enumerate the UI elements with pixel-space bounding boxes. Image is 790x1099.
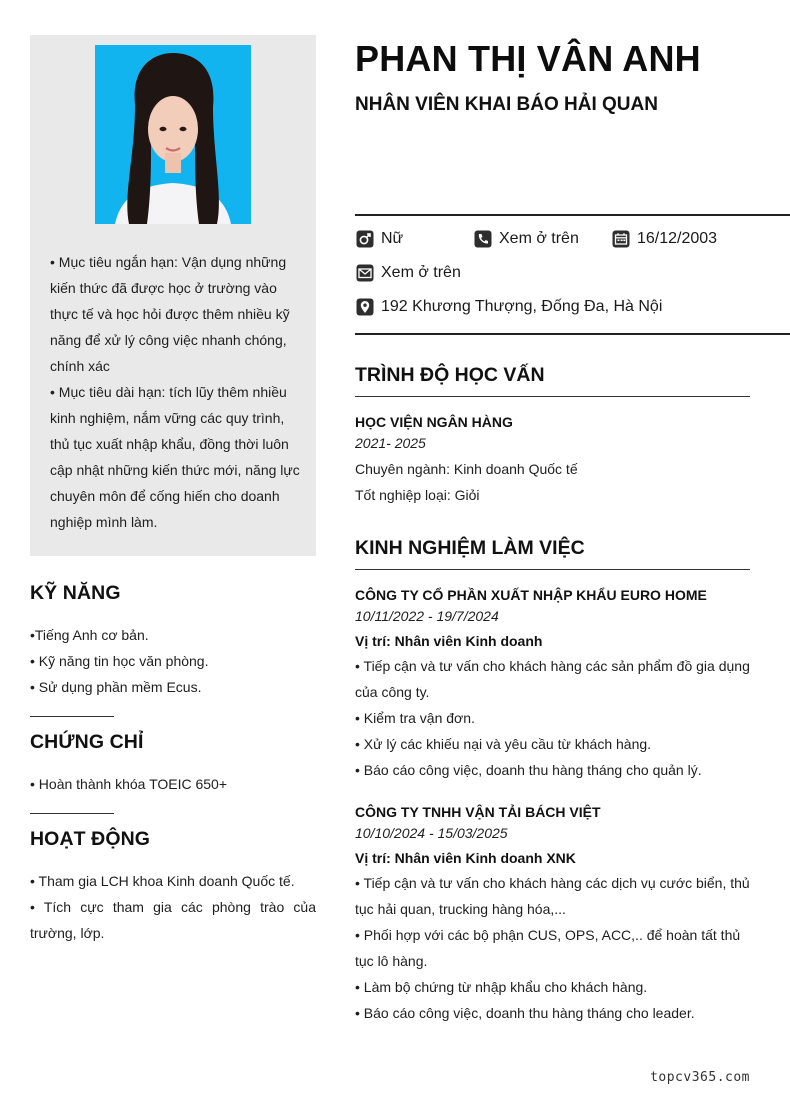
gender-icon: [356, 230, 374, 248]
career-objectives: [50, 249, 300, 535]
certificates-list: [30, 771, 316, 797]
map-pin-icon: [356, 298, 374, 316]
skill-item: • Kỹ năng tin học văn phòng.: [30, 653, 209, 669]
job-duty: • Báo cáo công việc, doanh thu hàng tháng cho leader.: [355, 1005, 695, 1021]
activities-section: [30, 828, 316, 946]
envelope-icon: [356, 264, 374, 282]
skill-item: • Sử dụng phần mềm Ecus.: [30, 679, 202, 695]
job-duty: • Xử lý các khiếu nại và yêu cầu từ khách hàng.: [355, 736, 652, 752]
job-position: Vị trí: Nhân viên Kinh doanh: [355, 633, 543, 649]
phone-info: [474, 230, 579, 248]
job-entry: [355, 585, 750, 783]
skill-item: •Tiếng Anh cơ bản.: [30, 627, 149, 643]
school-name: HỌC VIỆN NGÂN HÀNG: [355, 414, 513, 430]
activity-item: • Tham gia LCH khoa Kinh doanh Quốc tế.: [30, 873, 295, 889]
company-name: CÔNG TY CỔ PHẦN XUẤT NHẬP KHẨU EURO HOME: [355, 587, 707, 603]
address-value: 192 Khương Thượng, Đống Đa, Hà Nội: [381, 298, 663, 315]
job-period: 10/11/2022 - 19/7/2024: [355, 608, 499, 624]
skills-list: [30, 622, 316, 700]
birthdate-value: 16/12/2003: [637, 230, 718, 247]
experience-title: KINH NGHIỆM LÀM VIỆC: [355, 537, 585, 559]
divider: [355, 569, 750, 570]
objective-long-term: • Mục tiêu dài hạn: tích lũy thêm nhiều kinh nghiệm, nắm vững các quy trình, thủ tục xuất nhập khẩu, đồng thời luôn cập nhật những kiến thức mới, năng lực chuyên môn để cống hiến cho doanh nghiệp mình làm.: [50, 384, 300, 530]
profile-photo: [95, 45, 251, 224]
education-entry: [355, 412, 750, 508]
job-period: 10/10/2024 - 15/03/2025: [355, 825, 508, 841]
divider: [355, 333, 790, 335]
job-duty: • Báo cáo công việc, doanh thu hàng tháng cho quản lý.: [355, 762, 702, 778]
job-duty: • Làm bộ chứng từ nhập khẩu cho khách hàng.: [355, 979, 648, 995]
email-value: Xem ở trên: [381, 264, 461, 281]
education-period: 2021- 2025: [355, 435, 426, 451]
gender-value: Nữ: [381, 230, 404, 247]
activities-list: [30, 868, 316, 946]
skills-title: KỸ NĂNG: [30, 582, 121, 604]
watermark: topcv365.com: [650, 1070, 750, 1085]
phone-value: Xem ở trên: [499, 230, 579, 247]
profile-photo-graphic: [95, 45, 251, 224]
education-grade: Tốt nghiệp loại: Giỏi: [355, 487, 480, 503]
candidate-name: PHAN THỊ VÂN ANH: [355, 38, 701, 79]
job-duty: • Phối hợp với các bộ phận CUS, OPS, ACC,.. để hoàn tất thủ tục lô hàng.: [355, 927, 741, 969]
activity-item: • Tích cực tham gia các phòng trào của trường, lớp.: [30, 899, 316, 941]
birthdate-info: [612, 230, 717, 248]
job-duty: • Tiếp cận và tư vấn cho khách hàng các sản phẩm đồ gia dụng của công ty.: [355, 658, 750, 700]
objective-panel: [30, 35, 316, 556]
email-info: [356, 264, 461, 282]
address-info: [356, 298, 662, 316]
certificates-section: [30, 731, 316, 797]
gender-info: [356, 230, 403, 248]
job-title: NHÂN VIÊN KHAI BÁO HẢI QUAN: [355, 94, 658, 115]
education-major: Chuyên ngành: Kinh doanh Quốc tế: [355, 461, 578, 477]
job-position: Vị trí: Nhân viên Kinh doanh XNK: [355, 850, 576, 866]
phone-icon: [474, 230, 492, 248]
objective-short-term: • Mục tiêu ngắn hạn: Vận dụng những kiến thức đã được học ở trường vào thực tế và học hỏi được thêm nhiều kỹ năng để xử lý công việc nhanh chóng, chính xác: [50, 254, 290, 374]
job-entry: [355, 802, 750, 1026]
calendar-icon: [612, 230, 630, 248]
divider: [30, 716, 114, 717]
divider: [30, 813, 114, 814]
education-title: TRÌNH ĐỘ HỌC VẤN: [355, 364, 545, 386]
job-duty: • Kiểm tra vận đơn.: [355, 710, 475, 726]
activities-title: HOẠT ĐỘNG: [30, 828, 151, 850]
skills-section: [30, 582, 316, 700]
company-name: CÔNG TY TNHH VẬN TẢI BÁCH VIỆT: [355, 804, 601, 820]
job-duty: • Tiếp cận và tư vấn cho khách hàng các dịch vụ cước biển, thủ tục hải quan, trucking hàng hóa,...: [355, 875, 750, 917]
divider: [355, 214, 790, 216]
certificate-item: • Hoàn thành khóa TOEIC 650+: [30, 776, 228, 792]
divider: [355, 396, 750, 397]
certificates-title: CHỨNG CHỈ: [30, 731, 144, 753]
